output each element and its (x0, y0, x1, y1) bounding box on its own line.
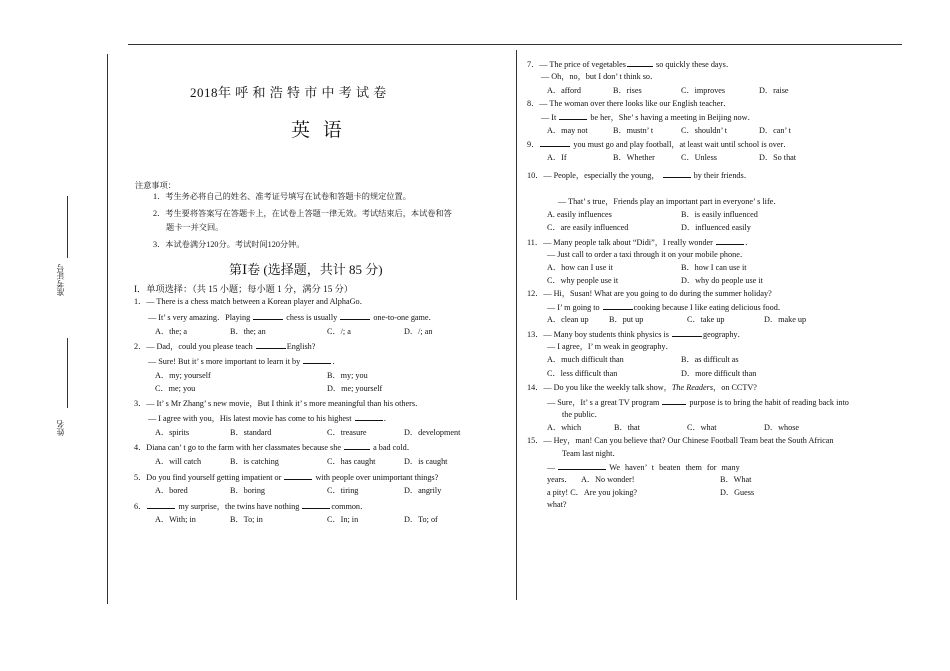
exam-title: 2018年 呼 和 浩 特 市 中 考 试 卷 (190, 85, 387, 100)
q13-blank (672, 329, 702, 337)
notice-item-3: 3．本试卷满分120分。考试时间120分钟。 (153, 240, 305, 249)
section-title: I．单项选择：（共 15 小题；每小题 1 分，满分 15 分） (134, 284, 353, 294)
q3-stem: 3．— It’ s Mr Zhang’ s new movie，But I think it’ s more meaningful than his others． (134, 399, 424, 408)
name-field-line (67, 338, 68, 408)
q10-option-d: D．influenced easily (681, 223, 751, 232)
q11-blank (716, 237, 744, 245)
q15-option-b: B．What (720, 475, 752, 484)
q10-blank (663, 170, 691, 178)
q5-option-d: D．angrily (404, 486, 442, 495)
q11-option-b: B．how I can use it (681, 263, 747, 272)
q14-line2: — Sure，It’ s a great TV program purpose is to bring the habit of reading back into (547, 398, 849, 407)
q9-option-d: D．So that (759, 153, 797, 162)
subject-title: 英 语 (291, 120, 346, 141)
q14-option-d: D．whose (764, 423, 800, 432)
q7-line2: — Oh，no，but I don’ t think so． (541, 72, 659, 81)
q10-line2: — That’ s true，Friends play an important part in everyone’ s life． (558, 197, 782, 206)
q7-stem: 7．— The price of vegetables so quickly these days． (527, 60, 735, 69)
q1-blank-1 (253, 312, 283, 320)
q5-option-b: B．boring (230, 486, 266, 495)
q6-option-a: A．With; in (155, 515, 196, 524)
q9-option-c: C．Unless (681, 153, 717, 162)
q14-option-a: A．which (547, 423, 582, 432)
q13-option-c: C．less difficult than (547, 369, 618, 378)
q1-option-c: C．/; a (327, 327, 351, 336)
q1-option-d: D．/; an (404, 327, 433, 336)
q4-option-b: B．is catching (230, 457, 279, 466)
q2-stem: 2．— Dad，could you please teach English? (134, 342, 316, 351)
q1-blank-2 (340, 312, 370, 320)
q3-option-a: A．spirits (155, 428, 190, 437)
q3-option-b: B．standard (230, 428, 272, 437)
q15-stem: 15．— Hey，man! Can you believe that? Our Chinese Football Team beat the South African (527, 436, 834, 445)
q12-line2: — I’ m going to cooking because I like eating delicious food． (547, 303, 786, 312)
q10-option-a: A. easily influences (547, 210, 612, 219)
q14-option-c: C．what (687, 423, 717, 432)
q9-blank (540, 139, 570, 147)
q11-line2: — Just call to order a taxi through it on your mobile phone． (547, 250, 749, 259)
q3-option-c: C．treasure (327, 428, 367, 437)
q6-blank-1 (147, 501, 175, 509)
q1-option-b: B．the; an (230, 327, 266, 336)
q2-option-c: C．me; you (155, 384, 196, 393)
q15-blank (558, 462, 606, 470)
q4-option-d: D．is caught (404, 457, 448, 466)
q11-option-a: A．how can I use it (547, 263, 613, 272)
q2-option-a: A．my; yourself (155, 371, 211, 380)
q6-stem: 6． my surprise，the twins have nothing common． (134, 502, 369, 511)
q6-option-b: B．To; in (230, 515, 263, 524)
q15-option-d: D．Guess (720, 488, 755, 497)
q14-option-b: B．that (614, 423, 640, 432)
q12-option-c: C．take up (687, 315, 725, 324)
q5-blank (284, 472, 312, 480)
q1-stem: 1．— There is a chess match between a Korean player and AlphaGo． (134, 297, 368, 306)
q2-blank-1 (256, 341, 286, 349)
q13-line2: — I agree，I’ m weak in geography． (547, 342, 674, 351)
q10-stem: 10．— People，especially the young， by their friends． (527, 171, 752, 180)
q7-option-a: A．afford (547, 86, 581, 95)
q11-option-c: C．why people use it (547, 276, 619, 285)
q2-option-d: D．me; yourself (327, 384, 383, 393)
top-rule (128, 44, 902, 45)
notice-item-2: 2．考生要将答案写在答题卡上，在试卷上答题一律无效。考试结束后，本试卷和答 (153, 209, 452, 218)
q4-blank (344, 442, 370, 450)
q15-line4: years． (547, 475, 573, 484)
q13-option-b: B．as difficult as (681, 355, 739, 364)
q7-option-d: D．raise (759, 86, 789, 95)
q6-option-c: C．In; in (327, 515, 359, 524)
q12-option-b: B．put up (609, 315, 644, 324)
q3-line2: — I agree with you，His latest movie has come to his highest ． (148, 414, 392, 423)
q7-option-b: B．rises (613, 86, 642, 95)
q2-line2: — Sure! But it’ s more important to learn it by ． (148, 357, 341, 366)
q9-option-b: B．Whether (613, 153, 655, 162)
q8-blank (559, 112, 587, 120)
notice-item-2-cont: 题卡一并交回。 (166, 223, 224, 232)
q12-option-d: D．make up (764, 315, 807, 324)
q8-option-a: A．may not (547, 126, 588, 135)
q3-blank (355, 413, 383, 421)
q14-stem: 14．— Do you like the weekly talk show，The Readers，on CCTV? (527, 383, 757, 392)
q2-blank-2 (303, 356, 331, 364)
q3-option-d: D．development (404, 428, 461, 437)
q14-line3: the public． (562, 410, 603, 419)
q5-stem: 5．Do you find yourself getting impatient or with people over unimportant things? (134, 473, 439, 482)
q4-option-a: A．will catch (155, 457, 202, 466)
q12-blank (603, 302, 633, 310)
q13-stem: 13．— Many boy students think physics is geography． (527, 330, 746, 339)
q9-option-a: A．If (547, 153, 567, 162)
q5-option-c: C．tiring (327, 486, 359, 495)
notice-item-1: 1．考生务必将自己的姓名、准考证号填写在试卷和答题卡的规定位置。 (153, 192, 411, 201)
q8-option-c: C．shouldn’ t (681, 126, 728, 135)
q8-line2: — It be her，She’ s having a meeting in Beijing now． (541, 113, 756, 122)
part-title: 第Ⅰ卷 (选择题，共计 85 分) (229, 262, 383, 277)
q13-option-a: A．much difficult than (547, 355, 624, 364)
exam-number-field-line (67, 196, 68, 258)
q15-line2: Team last night． (562, 449, 621, 458)
q4-option-c: C．has caught (327, 457, 376, 466)
q11-option-d: D．why do people use it (681, 276, 763, 285)
q6-blank-2 (302, 501, 330, 509)
q8-stem: 8．— The woman over there looks like our English teacher． (527, 99, 732, 108)
q7-blank (627, 59, 653, 67)
q4-stem: 4．Diana can’ t go to the farm with her classmates because she a bad cold． (134, 443, 415, 452)
q14-blank (662, 397, 686, 405)
q10-option-b: B．is easily influenced (681, 210, 758, 219)
left-margin-rule (107, 54, 108, 604)
q8-option-b: B．mustn’ t (613, 126, 654, 135)
name-label: 姓名 (56, 420, 65, 436)
q11-stem: 11．— Many people talk about “Didi”，I really wonder ． (527, 238, 754, 247)
q13-option-d: D．more difficult than (681, 369, 757, 378)
q15-option-a: A．No wonder! (581, 475, 635, 484)
exam-number-label: 准考证号 (56, 264, 65, 296)
q7-option-c: C．improves (681, 86, 726, 95)
q15-line5: a pity! C．Are you joking? (547, 488, 638, 497)
q6-option-d: D．To; of (404, 515, 438, 524)
q2-option-b: B．my; you (327, 371, 368, 380)
q10-option-c: C．are easily influenced (547, 223, 629, 232)
q15-line6: what? (547, 500, 567, 509)
q9-stem: 9． you must go and play football，at least wait until school is over． (527, 140, 792, 149)
q1-line2: — It’ s very amazing．Playing chess is usually one-to-one game． (148, 313, 437, 322)
q12-option-a: A．clean up (547, 315, 589, 324)
q15-line3: — We haven’ t beaten them for many (547, 463, 740, 472)
q1-option-a: A．the; a (155, 327, 188, 336)
q8-option-d: D．can’ t (759, 126, 791, 135)
q12-stem: 12．— Hi，Susan! What are you going to do during the summer holiday? (527, 289, 772, 298)
notice-title: 注意事项： (135, 181, 176, 190)
column-divider (516, 50, 517, 600)
q5-option-a: A．bored (155, 486, 188, 495)
